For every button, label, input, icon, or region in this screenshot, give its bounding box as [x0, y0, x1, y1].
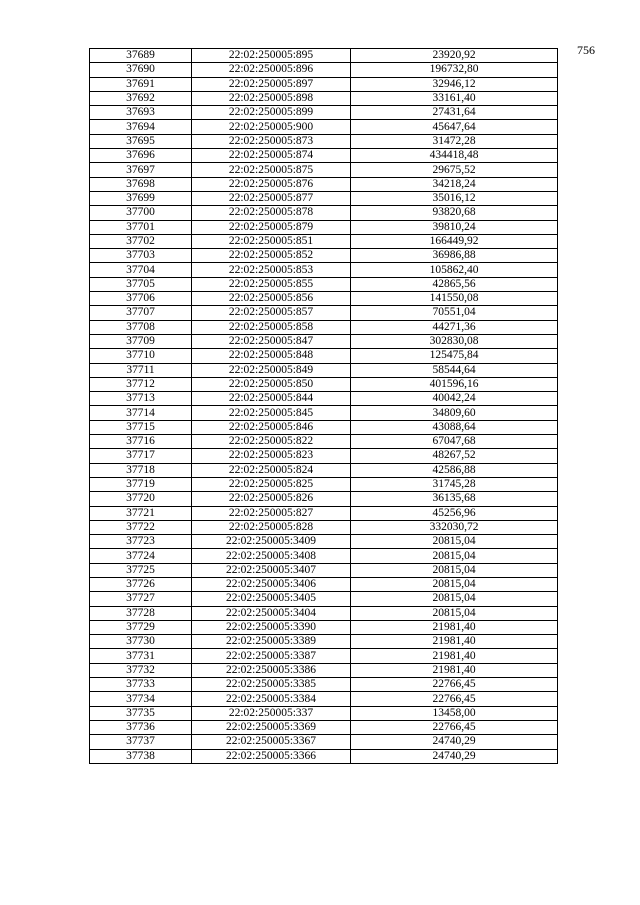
value-cell: 20815,04 — [351, 606, 558, 620]
value-cell: 45647,64 — [351, 120, 558, 134]
row-number-cell: 37718 — [90, 463, 192, 477]
value-cell: 27431,64 — [351, 106, 558, 120]
row-number-cell: 37702 — [90, 234, 192, 248]
table-row — [90, 749, 558, 763]
row-number-cell: 37729 — [90, 620, 192, 634]
value-cell: 20815,04 — [351, 563, 558, 577]
table-row — [90, 649, 558, 663]
table-row — [90, 663, 558, 677]
cadastral-number-cell: 22:02:250005:848 — [192, 349, 351, 363]
cadastral-number-cell: 22:02:250005:3390 — [192, 620, 351, 634]
cadastral-number-cell: 22:02:250005:851 — [192, 234, 351, 248]
cadastral-number-cell: 22:02:250005:846 — [192, 420, 351, 434]
cadastral-number-cell: 22:02:250005:877 — [192, 191, 351, 205]
row-number-cell: 37711 — [90, 363, 192, 377]
table-row — [90, 620, 558, 634]
row-number-cell: 37734 — [90, 692, 192, 706]
table-row — [90, 435, 558, 449]
row-number-cell: 37694 — [90, 120, 192, 134]
table-row — [90, 392, 558, 406]
cadastral-number-cell: 22:02:250005:852 — [192, 249, 351, 263]
table-row — [90, 449, 558, 463]
value-cell: 22766,45 — [351, 692, 558, 706]
value-cell: 196732,80 — [351, 63, 558, 77]
cadastral-number-cell: 22:02:250005:3409 — [192, 535, 351, 549]
table-row — [90, 120, 558, 134]
value-cell: 32946,12 — [351, 77, 558, 91]
value-cell: 20815,04 — [351, 535, 558, 549]
row-number-cell: 37728 — [90, 606, 192, 620]
row-number-cell: 37705 — [90, 277, 192, 291]
row-number-cell: 37693 — [90, 106, 192, 120]
row-number-cell: 37732 — [90, 663, 192, 677]
table-row — [90, 234, 558, 248]
table-row — [90, 277, 558, 291]
cadastral-number-cell: 22:02:250005:3405 — [192, 592, 351, 606]
row-number-cell: 37708 — [90, 320, 192, 334]
cadastral-number-cell: 22:02:250005:850 — [192, 377, 351, 391]
table-row — [90, 349, 558, 363]
row-number-cell: 37697 — [90, 163, 192, 177]
table-row — [90, 263, 558, 277]
value-cell: 45256,96 — [351, 506, 558, 520]
row-number-cell: 37703 — [90, 249, 192, 263]
cadastral-number-cell: 22:02:250005:878 — [192, 206, 351, 220]
table-row — [90, 420, 558, 434]
table-row — [90, 406, 558, 420]
cadastral-number-cell: 22:02:250005:822 — [192, 435, 351, 449]
table-row — [90, 91, 558, 105]
row-number-cell: 37723 — [90, 535, 192, 549]
table-row — [90, 477, 558, 491]
value-cell: 34218,24 — [351, 177, 558, 191]
row-number-cell: 37727 — [90, 592, 192, 606]
cadastral-number-cell: 22:02:250005:3369 — [192, 720, 351, 734]
table-row — [90, 220, 558, 234]
table-row — [90, 292, 558, 306]
cadastral-number-cell: 22:02:250005:897 — [192, 77, 351, 91]
row-number-cell: 37707 — [90, 306, 192, 320]
table-row — [90, 635, 558, 649]
value-cell: 21981,40 — [351, 635, 558, 649]
row-number-cell: 37698 — [90, 177, 192, 191]
value-cell: 24740,29 — [351, 735, 558, 749]
row-number-cell: 37731 — [90, 649, 192, 663]
row-number-cell: 37737 — [90, 735, 192, 749]
value-cell: 67047,68 — [351, 435, 558, 449]
row-number-cell: 37692 — [90, 91, 192, 105]
cadastral-number-cell: 22:02:250005:3408 — [192, 549, 351, 563]
cadastral-number-cell: 22:02:250005:844 — [192, 392, 351, 406]
table-row — [90, 49, 558, 63]
cadastral-number-cell: 22:02:250005:875 — [192, 163, 351, 177]
table-row — [90, 592, 558, 606]
value-cell: 401596,16 — [351, 377, 558, 391]
table-row — [90, 320, 558, 334]
table-row — [90, 77, 558, 91]
cadastral-number-cell: 22:02:250005:874 — [192, 149, 351, 163]
value-cell: 35016,12 — [351, 191, 558, 205]
row-number-cell: 37721 — [90, 506, 192, 520]
row-number-cell: 37709 — [90, 334, 192, 348]
row-number-cell: 37722 — [90, 520, 192, 534]
value-cell: 434418,48 — [351, 149, 558, 163]
value-cell: 33161,40 — [351, 91, 558, 105]
value-cell: 34809,60 — [351, 406, 558, 420]
row-number-cell: 37690 — [90, 63, 192, 77]
value-cell: 21981,40 — [351, 649, 558, 663]
cadastral-number-cell: 22:02:250005:896 — [192, 63, 351, 77]
row-number-cell: 37706 — [90, 292, 192, 306]
cadastral-number-cell: 22:02:250005:895 — [192, 49, 351, 63]
row-number-cell: 37696 — [90, 149, 192, 163]
table-row — [90, 106, 558, 120]
value-cell: 302830,08 — [351, 334, 558, 348]
cadastral-number-cell: 22:02:250005:856 — [192, 292, 351, 306]
row-number-cell: 37700 — [90, 206, 192, 220]
value-cell: 44271,36 — [351, 320, 558, 334]
cadastral-number-cell: 22:02:250005:828 — [192, 520, 351, 534]
row-number-cell: 37701 — [90, 220, 192, 234]
row-number-cell: 37736 — [90, 720, 192, 734]
row-number-cell: 37719 — [90, 477, 192, 491]
row-number-cell: 37689 — [90, 49, 192, 63]
table-row — [90, 191, 558, 205]
row-number-cell: 37724 — [90, 549, 192, 563]
table-row — [90, 720, 558, 734]
value-cell: 20815,04 — [351, 577, 558, 591]
table-row — [90, 606, 558, 620]
cadastral-number-cell: 22:02:250005:337 — [192, 706, 351, 720]
row-number-cell: 37725 — [90, 563, 192, 577]
row-number-cell: 37733 — [90, 678, 192, 692]
row-number-cell: 37738 — [90, 749, 192, 763]
cadastral-number-cell: 22:02:250005:3404 — [192, 606, 351, 620]
cadastral-number-cell: 22:02:250005:3386 — [192, 663, 351, 677]
table-row — [90, 306, 558, 320]
table-row — [90, 134, 558, 148]
cadastral-number-cell: 22:02:250005:3384 — [192, 692, 351, 706]
table-row — [90, 492, 558, 506]
row-number-cell: 37691 — [90, 77, 192, 91]
cadastral-number-cell: 22:02:250005:899 — [192, 106, 351, 120]
data-table — [89, 48, 558, 764]
cadastral-number-cell: 22:02:250005:825 — [192, 477, 351, 491]
cadastral-number-cell: 22:02:250005:3389 — [192, 635, 351, 649]
value-cell: 21981,40 — [351, 663, 558, 677]
cadastral-number-cell: 22:02:250005:827 — [192, 506, 351, 520]
table-row — [90, 549, 558, 563]
value-cell: 31745,28 — [351, 477, 558, 491]
table-row — [90, 177, 558, 191]
value-cell: 20815,04 — [351, 592, 558, 606]
cadastral-number-cell: 22:02:250005:3385 — [192, 678, 351, 692]
table-row — [90, 563, 558, 577]
table-row — [90, 706, 558, 720]
table-row — [90, 149, 558, 163]
value-cell: 23920,92 — [351, 49, 558, 63]
cadastral-number-cell: 22:02:250005:826 — [192, 492, 351, 506]
value-cell: 36986,88 — [351, 249, 558, 263]
cadastral-number-cell: 22:02:250005:898 — [192, 91, 351, 105]
cadastral-number-cell: 22:02:250005:3367 — [192, 735, 351, 749]
value-cell: 42865,56 — [351, 277, 558, 291]
row-number-cell: 37710 — [90, 349, 192, 363]
value-cell: 39810,24 — [351, 220, 558, 234]
value-cell: 70551,04 — [351, 306, 558, 320]
value-cell: 20815,04 — [351, 549, 558, 563]
cadastral-number-cell: 22:02:250005:857 — [192, 306, 351, 320]
value-cell: 125475,84 — [351, 349, 558, 363]
value-cell: 24740,29 — [351, 749, 558, 763]
cadastral-number-cell: 22:02:250005:858 — [192, 320, 351, 334]
cadastral-number-cell: 22:02:250005:900 — [192, 120, 351, 134]
row-number-cell: 37730 — [90, 635, 192, 649]
value-cell: 21981,40 — [351, 620, 558, 634]
table-row — [90, 249, 558, 263]
row-number-cell: 37712 — [90, 377, 192, 391]
value-cell: 42586,88 — [351, 463, 558, 477]
value-cell: 36135,68 — [351, 492, 558, 506]
cadastral-number-cell: 22:02:250005:855 — [192, 277, 351, 291]
value-cell: 166449,92 — [351, 234, 558, 248]
table-row — [90, 63, 558, 77]
value-cell: 332030,72 — [351, 520, 558, 534]
row-number-cell: 37715 — [90, 420, 192, 434]
row-number-cell: 37713 — [90, 392, 192, 406]
cadastral-number-cell: 22:02:250005:876 — [192, 177, 351, 191]
table-row — [90, 506, 558, 520]
row-number-cell: 37714 — [90, 406, 192, 420]
page-number: 756 — [577, 43, 595, 57]
row-number-cell: 37695 — [90, 134, 192, 148]
row-number-cell: 37720 — [90, 492, 192, 506]
table-row — [90, 692, 558, 706]
row-number-cell: 37704 — [90, 263, 192, 277]
row-number-cell: 37699 — [90, 191, 192, 205]
value-cell: 22766,45 — [351, 720, 558, 734]
value-cell: 31472,28 — [351, 134, 558, 148]
row-number-cell: 37735 — [90, 706, 192, 720]
cadastral-number-cell: 22:02:250005:873 — [192, 134, 351, 148]
table-row — [90, 163, 558, 177]
table-row — [90, 535, 558, 549]
value-cell: 141550,08 — [351, 292, 558, 306]
cadastral-number-cell: 22:02:250005:847 — [192, 334, 351, 348]
row-number-cell: 37726 — [90, 577, 192, 591]
table-row — [90, 334, 558, 348]
table-row — [90, 206, 558, 220]
cadastral-number-cell: 22:02:250005:3407 — [192, 563, 351, 577]
table-row — [90, 363, 558, 377]
cadastral-number-cell: 22:02:250005:824 — [192, 463, 351, 477]
value-cell: 13458,00 — [351, 706, 558, 720]
value-cell: 93820,68 — [351, 206, 558, 220]
cadastral-number-cell: 22:02:250005:3387 — [192, 649, 351, 663]
table-row — [90, 577, 558, 591]
value-cell: 22766,45 — [351, 678, 558, 692]
cadastral-number-cell: 22:02:250005:879 — [192, 220, 351, 234]
value-cell: 58544,64 — [351, 363, 558, 377]
value-cell: 29675,52 — [351, 163, 558, 177]
row-number-cell: 37717 — [90, 449, 192, 463]
row-number-cell: 37716 — [90, 435, 192, 449]
value-cell: 48267,52 — [351, 449, 558, 463]
cadastral-number-cell: 22:02:250005:849 — [192, 363, 351, 377]
value-cell: 43088,64 — [351, 420, 558, 434]
cadastral-number-cell: 22:02:250005:3366 — [192, 749, 351, 763]
table-body — [90, 49, 558, 764]
table-row — [90, 678, 558, 692]
cadastral-number-cell: 22:02:250005:853 — [192, 263, 351, 277]
cadastral-number-cell: 22:02:250005:845 — [192, 406, 351, 420]
table-row — [90, 735, 558, 749]
value-cell: 40042,24 — [351, 392, 558, 406]
value-cell: 105862,40 — [351, 263, 558, 277]
table-row — [90, 520, 558, 534]
table-row — [90, 377, 558, 391]
table-row — [90, 463, 558, 477]
cadastral-number-cell: 22:02:250005:823 — [192, 449, 351, 463]
cadastral-number-cell: 22:02:250005:3406 — [192, 577, 351, 591]
